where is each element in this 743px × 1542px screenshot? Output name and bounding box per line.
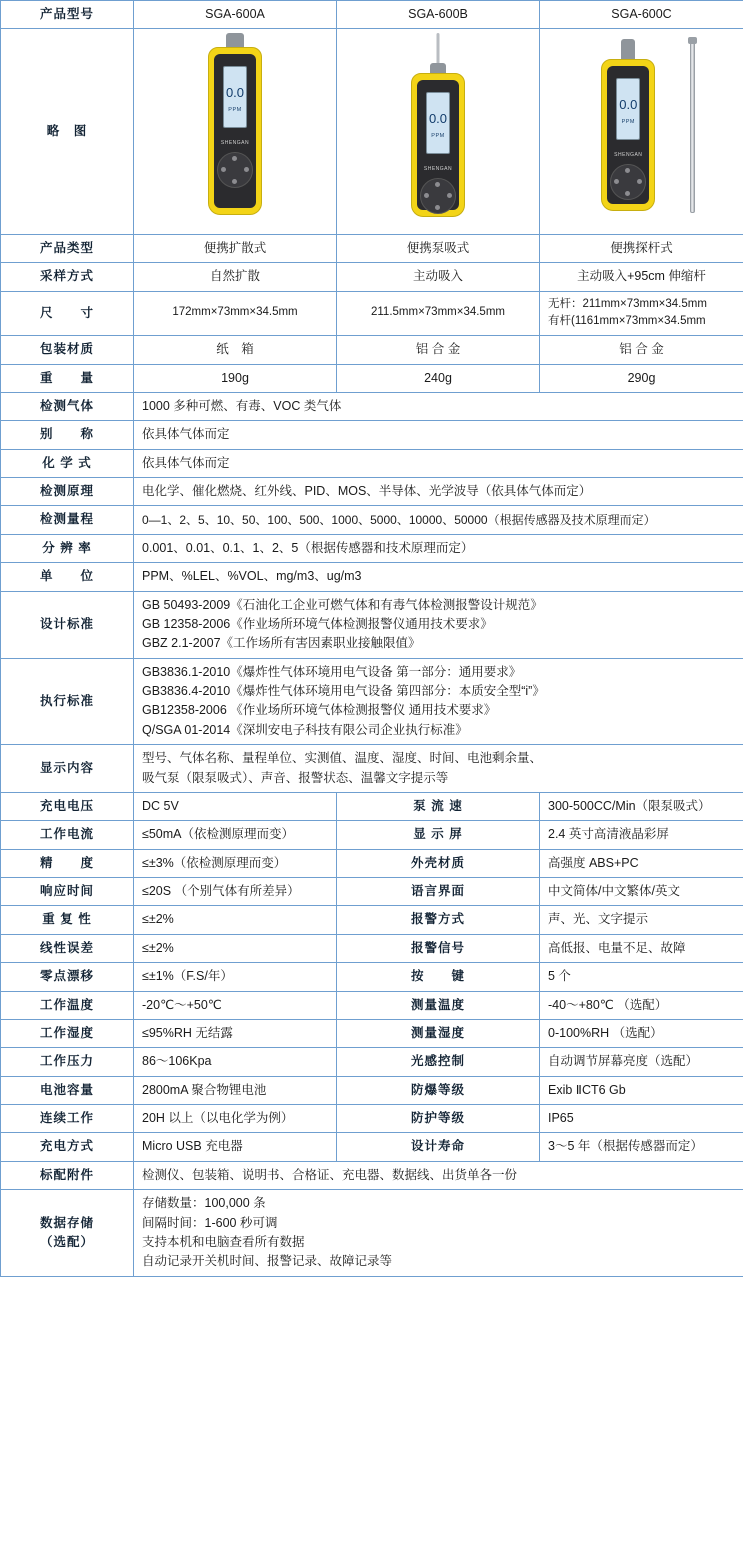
row-label-range: 检测量程 [1, 506, 134, 534]
row-label-measure-humidity: 测量湿度 [337, 1019, 540, 1047]
table-row-principle [1, 478, 743, 506]
device-image-c [540, 29, 743, 234]
product-type-b: 便携泵吸式 [337, 234, 540, 262]
dimensions-c-line-1: 无杆：211mm×73mm×34.5mm [548, 297, 707, 310]
table-row-data-storage [1, 1190, 743, 1277]
exec-standard-line-1: GB3836.1-2010《爆炸性气体环境用电气设备 第一部分：通用要求》 [142, 664, 522, 679]
dimensions-b: 211.5mm×73mm×34.5mm [337, 291, 540, 336]
alarm-signal-value: 高低报、电量不足、故障 [540, 934, 743, 962]
row-label-protection-level: 防护等级 [337, 1105, 540, 1133]
gas-detector-diffusion-icon [190, 33, 280, 223]
table-row-working-pressure [1, 1048, 743, 1076]
table-row-accuracy [1, 849, 743, 877]
data-storage-line-3: 支持本机和电脑查看所有数据 [142, 1234, 305, 1249]
working-current-value: ≤50mA（依检测原理而变） [134, 821, 337, 849]
brand-text-a: SHENGAN [220, 140, 250, 147]
continuous-work-value: 20H 以上（以电化学为例） [134, 1105, 337, 1133]
table-row-response-time [1, 878, 743, 906]
row-label-design-standard: 设计标准 [1, 591, 134, 658]
screen-unit-b: PPM [431, 132, 445, 139]
product-type-c: 便携探杆式 [540, 234, 743, 262]
table-row-accessories [1, 1161, 743, 1189]
rod-tip [688, 37, 697, 44]
row-label-display-content: 显示内容 [1, 745, 134, 793]
screen-value-b: 0.0 [428, 111, 448, 127]
weight-a: 190g [134, 364, 337, 392]
design-standard-line-2: GB 12358-2006《作业场所环境气体检测报警仪通用技术要求》 [142, 616, 493, 631]
row-label-working-temperature: 工作温度 [1, 991, 134, 1019]
row-label-charge-mode: 充电方式 [1, 1133, 134, 1161]
row-label-alias: 别 称 [1, 421, 134, 449]
screen-value-c: 0.0 [619, 97, 638, 113]
row-label-product-type: 产品类型 [1, 234, 134, 262]
row-label-shell-material: 外壳材质 [337, 849, 540, 877]
screen-unit-a: PPM [228, 106, 242, 113]
linearity-error-value: ≤±2% [134, 934, 337, 962]
table-row-working-current [1, 821, 743, 849]
table-row-weight [1, 364, 743, 392]
exec-standard-line-3: GB12358-2006 《作业场所环境气体检测报警仪 通用技术要求》 [142, 703, 497, 718]
model-c: SGA-600C [540, 1, 743, 29]
table-row-working-humidity [1, 1019, 743, 1047]
light-control-value: 自动调节屏幕亮度（选配） [540, 1048, 743, 1076]
dimensions-a: 172mm×73mm×34.5mm [134, 291, 337, 336]
row-label-working-pressure: 工作压力 [1, 1048, 134, 1076]
table-row-package-material [1, 336, 743, 364]
table-row-resolution [1, 534, 743, 562]
working-pressure-value: 86～106Kpa [134, 1048, 337, 1076]
charge-voltage-value: DC 5V [134, 792, 337, 820]
row-label-pump-flow: 泵 流 速 [337, 792, 540, 820]
product-type-a: 便携扩散式 [134, 234, 337, 262]
repeatability-value: ≤±2% [134, 906, 337, 934]
table-row-exec-standard [1, 658, 743, 745]
row-label-diagram: 略 图 [1, 29, 134, 234]
row-label-formula: 化 学 式 [1, 449, 134, 477]
language-value: 中文简体/中文繁体/英文 [540, 878, 743, 906]
table-row-charge-voltage [1, 792, 743, 820]
table-row-diagram [1, 29, 743, 234]
row-label-unit: 单 位 [1, 563, 134, 591]
row-label-data-storage [1, 1190, 134, 1277]
pump-flow-value: 300-500CC/Min（限泵吸式） [540, 792, 743, 820]
table-row-repeatability [1, 906, 743, 934]
table-row-formula [1, 449, 743, 477]
brand-text-c: SHENGAN [614, 152, 643, 159]
accuracy-value: ≤±3%（依检测原理而变） [134, 849, 337, 877]
device-image-b [337, 29, 540, 234]
row-label-principle: 检测原理 [1, 478, 134, 506]
row-label-accuracy: 精 度 [1, 849, 134, 877]
charge-mode-value: Micro USB 充电器 [134, 1133, 337, 1161]
package-material-c: 铝 合 金 [540, 336, 743, 364]
data-storage-label-line-2: （选配） [39, 1234, 94, 1249]
model-b: SGA-600B [337, 1, 540, 29]
display-content-line-1: 型号、气体名称、量程单位、实测值、温度、湿度、时间、电池剩余量、 [142, 751, 543, 766]
keypad-b [420, 178, 456, 214]
table-row-display-content [1, 745, 743, 793]
gas-detector-probe-icon [587, 33, 697, 223]
sampling-b: 主动吸入 [337, 263, 540, 291]
brand-text-b: SHENGAN [423, 166, 453, 173]
response-time-value: ≤20S （个别气体有所差异） [134, 878, 337, 906]
design-standard-line-3: GBZ 2.1-2007《工作场所有害因素职业接触限值》 [142, 636, 421, 651]
table-row-sampling [1, 263, 743, 291]
row-label-accessories: 标配附件 [1, 1161, 134, 1189]
data-storage-line-4: 自动记录开关机时间、报警记录、故障记录等 [142, 1254, 393, 1269]
row-label-working-current: 工作电流 [1, 821, 134, 849]
data-storage-value [134, 1190, 743, 1277]
table-row-unit [1, 563, 743, 591]
range-value: 0—1、2、5、10、50、100、500、1000、5000、10000、50000（根据传感器及技术原理而定） [134, 506, 743, 534]
row-label-explosion-proof: 防爆等级 [337, 1076, 540, 1104]
screen-unit-c: PPM [621, 118, 635, 125]
dimensions-c [540, 291, 743, 336]
row-label-package-material: 包装材质 [1, 336, 134, 364]
table-row-design-standard [1, 591, 743, 658]
exec-standard-line-4: Q/SGA 01-2014《深圳安电子科技有限公司企业执行标准》 [142, 722, 468, 737]
device-image-a [134, 29, 337, 234]
row-label-measure-temperature: 测量温度 [337, 991, 540, 1019]
measure-humidity-value: 0-100%RH （选配） [540, 1019, 743, 1047]
screen-value-a: 0.0 [225, 85, 245, 101]
protection-level-value: IP65 [540, 1105, 743, 1133]
telescopic-rod [690, 41, 695, 213]
table-row-zero-drift [1, 963, 743, 991]
exec-standard-value [134, 658, 743, 745]
data-storage-line-2: 间隔时间：1-600 秒可调 [142, 1215, 278, 1230]
table-row-linearity-error [1, 934, 743, 962]
row-label-response-time: 响应时间 [1, 878, 134, 906]
row-label-sampling: 采样方式 [1, 263, 134, 291]
formula-value: 依具体气体而定 [134, 449, 743, 477]
working-temperature-value: -20℃～+50℃ [134, 991, 337, 1019]
model-a: SGA-600A [134, 1, 337, 29]
data-storage-line-1: 存储数量：100,000 条 [142, 1196, 266, 1211]
table-row-detect-gas [1, 392, 743, 420]
exec-standard-line-2: GB3836.4-2010《爆炸性气体环境用电气设备 第四部分：本质安全型“i”》 [142, 684, 545, 698]
design-standard-line-1: GB 50493-2009《石油化工企业可燃气体和有毒气体检测报警设计规范》 [142, 597, 543, 612]
data-storage-label-line-1: 数据存储 [39, 1215, 94, 1230]
weight-b: 240g [337, 364, 540, 392]
shell-material-value: 高强度 ABS+PC [540, 849, 743, 877]
keys-value: 5 个 [540, 963, 743, 991]
gas-detector-pump-icon [393, 33, 483, 223]
keypad-c [610, 164, 646, 200]
table-row-range [1, 506, 743, 534]
row-label-continuous-work: 连续工作 [1, 1105, 134, 1133]
zero-drift-value: ≤±1%（F.S/年） [134, 963, 337, 991]
display-content-line-2: 吸气泵（限泵吸式）、声音、报警状态、温馨文字提示等 [142, 770, 449, 785]
display-content-value [134, 745, 743, 793]
alarm-mode-value: 声、光、文字提示 [540, 906, 743, 934]
design-standard-value [134, 591, 743, 658]
row-label-battery-capacity: 电池容量 [1, 1076, 134, 1104]
dimensions-c-line-2: 有杆(1161mm×73mm×34.5mm [548, 315, 706, 328]
row-label-zero-drift: 零点漂移 [1, 963, 134, 991]
row-label-dimensions: 尺 寸 [1, 291, 134, 336]
unit-value: PPM、%LEL、%VOL、mg/m3、ug/m3 [134, 563, 743, 591]
working-humidity-value: ≤95%RH 无结露 [134, 1019, 337, 1047]
row-label-keys: 按 键 [337, 963, 540, 991]
row-label-resolution: 分 辨 率 [1, 534, 134, 562]
row-label-exec-standard: 执行标准 [1, 658, 134, 745]
package-material-b: 铝 合 金 [337, 336, 540, 364]
table-row-working-temperature [1, 991, 743, 1019]
table-row-charge-mode [1, 1133, 743, 1161]
principle-value: 电化学、催化燃烧、红外线、PID、MOS、半导体、光学波导（依具体气体而定） [134, 478, 743, 506]
table-row-battery-capacity [1, 1076, 743, 1104]
row-label-weight: 重 量 [1, 364, 134, 392]
design-life-value: 3～5 年（根据传感器而定） [540, 1133, 743, 1161]
keypad-a [217, 152, 253, 188]
detect-gas-value: 1000 多种可燃、有毒、VOC 类气体 [134, 392, 743, 420]
package-material-a: 纸 箱 [134, 336, 337, 364]
row-label-display-screen: 显 示 屏 [337, 821, 540, 849]
accessories-value: 检测仪、包装箱、说明书、合格证、充电器、数据线、出货单各一份 [134, 1161, 743, 1189]
table-row-alias [1, 421, 743, 449]
row-label-language: 语言界面 [337, 878, 540, 906]
row-label-working-humidity: 工作湿度 [1, 1019, 134, 1047]
display-screen-value: 2.4 英寸高清液晶彩屏 [540, 821, 743, 849]
table-row-dimensions [1, 291, 743, 336]
row-label-repeatability: 重 复 性 [1, 906, 134, 934]
table-row-product-model [1, 1, 743, 29]
sampling-c: 主动吸入+95cm 伸缩杆 [540, 263, 743, 291]
row-label-detect-gas: 检测气体 [1, 392, 134, 420]
row-label-alarm-mode: 报警方式 [337, 906, 540, 934]
row-label-light-control: 光感控制 [337, 1048, 540, 1076]
row-label-product-model: 产品型号 [1, 1, 134, 29]
sampling-a: 自然扩散 [134, 263, 337, 291]
row-label-alarm-signal: 报警信号 [337, 934, 540, 962]
table-row-continuous-work [1, 1105, 743, 1133]
alias-value: 依具体气体而定 [134, 421, 743, 449]
table-row-product-type [1, 234, 743, 262]
weight-c: 290g [540, 364, 743, 392]
resolution-value: 0.001、0.01、0.1、1、2、5（根据传感器和技术原理而定） [134, 534, 743, 562]
measure-temperature-value: -40～+80℃ （选配） [540, 991, 743, 1019]
battery-capacity-value: 2800mA 聚合物锂电池 [134, 1076, 337, 1104]
row-label-design-life: 设计寿命 [337, 1133, 540, 1161]
explosion-proof-value: Exib ⅡCT6 Gb [540, 1076, 743, 1104]
row-label-linearity-error: 线性误差 [1, 934, 134, 962]
row-label-charge-voltage: 充电电压 [1, 792, 134, 820]
